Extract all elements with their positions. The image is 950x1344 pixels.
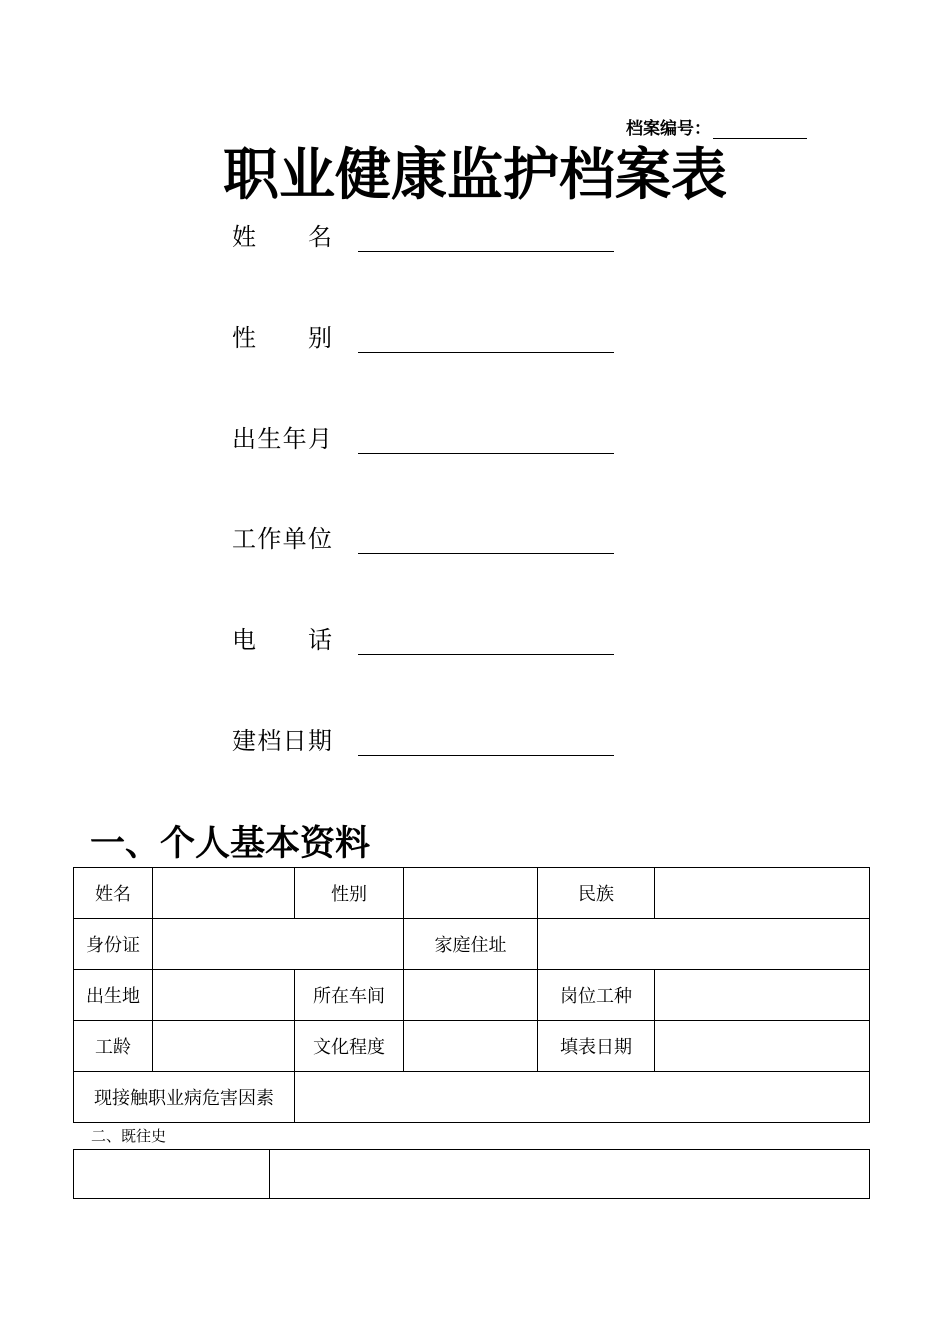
value-id-card[interactable] bbox=[153, 919, 404, 970]
label-education: 文化程度 bbox=[295, 1021, 404, 1072]
table-row bbox=[74, 970, 870, 1021]
value-work-years[interactable] bbox=[153, 1021, 295, 1072]
label-fill-date: 填表日期 bbox=[538, 1021, 655, 1072]
cover-label-gender: 性 别 bbox=[232, 324, 332, 352]
table-row bbox=[74, 919, 870, 970]
history-cell-left[interactable] bbox=[74, 1150, 270, 1199]
cover-label-phone: 电 话 bbox=[232, 626, 332, 654]
cover-field-name bbox=[232, 218, 614, 252]
cover-field-phone bbox=[232, 621, 614, 655]
label-work-years: 工龄 bbox=[74, 1021, 153, 1072]
label-hazard-factors: 现接触职业病危害因素 bbox=[74, 1072, 295, 1123]
archive-number-blank[interactable] bbox=[713, 119, 807, 139]
medical-history-table bbox=[73, 1149, 870, 1199]
table-row bbox=[74, 1150, 870, 1199]
cover-blank-phone[interactable] bbox=[358, 626, 614, 655]
cover-field-employer bbox=[232, 520, 614, 554]
label-name: 姓名 bbox=[74, 868, 153, 919]
value-ethnicity[interactable] bbox=[655, 868, 870, 919]
cover-label-name: 姓 名 bbox=[232, 223, 332, 251]
value-gender[interactable] bbox=[404, 868, 538, 919]
label-job-type: 岗位工种 bbox=[538, 970, 655, 1021]
cover-blank-employer[interactable] bbox=[358, 525, 614, 554]
cover-label-birthdate: 出生年月 bbox=[232, 425, 332, 453]
cover-label-employer: 工作单位 bbox=[232, 525, 332, 553]
cover-label-file-date: 建档日期 bbox=[232, 727, 332, 755]
section-title-medical-history: 二、既往史 bbox=[91, 1127, 167, 1145]
value-name[interactable] bbox=[153, 868, 295, 919]
cover-blank-name[interactable] bbox=[358, 223, 614, 252]
value-education[interactable] bbox=[404, 1021, 538, 1072]
value-workshop[interactable] bbox=[404, 970, 538, 1021]
value-hazard-factors[interactable] bbox=[295, 1072, 870, 1123]
page-title: 职业健康监护档案表 bbox=[223, 143, 727, 208]
cover-blank-birthdate[interactable] bbox=[358, 425, 614, 454]
label-workshop: 所在车间 bbox=[295, 970, 404, 1021]
table-row bbox=[74, 1072, 870, 1123]
label-ethnicity: 民族 bbox=[538, 868, 655, 919]
cover-field-gender bbox=[232, 319, 614, 353]
value-job-type[interactable] bbox=[655, 970, 870, 1021]
cover-field-file-date bbox=[232, 722, 614, 756]
value-fill-date[interactable] bbox=[655, 1021, 870, 1072]
basic-info-table bbox=[73, 867, 870, 1123]
cover-field-birthdate bbox=[232, 420, 614, 454]
label-gender: 性别 bbox=[295, 868, 404, 919]
label-birthplace: 出生地 bbox=[74, 970, 153, 1021]
cover-blank-gender[interactable] bbox=[358, 324, 614, 353]
archive-number-label: 档案编号： bbox=[626, 119, 711, 139]
section-title-basic-info: 一、个人基本资料 bbox=[90, 824, 371, 864]
history-cell-right[interactable] bbox=[270, 1150, 870, 1199]
value-birthplace[interactable] bbox=[153, 970, 295, 1021]
table-row bbox=[74, 868, 870, 919]
label-home-address: 家庭住址 bbox=[404, 919, 538, 970]
cover-blank-file-date[interactable] bbox=[358, 727, 614, 756]
value-home-address[interactable] bbox=[538, 919, 870, 970]
archive-number bbox=[626, 114, 807, 139]
label-id-card: 身份证 bbox=[74, 919, 153, 970]
table-row bbox=[74, 1021, 870, 1072]
